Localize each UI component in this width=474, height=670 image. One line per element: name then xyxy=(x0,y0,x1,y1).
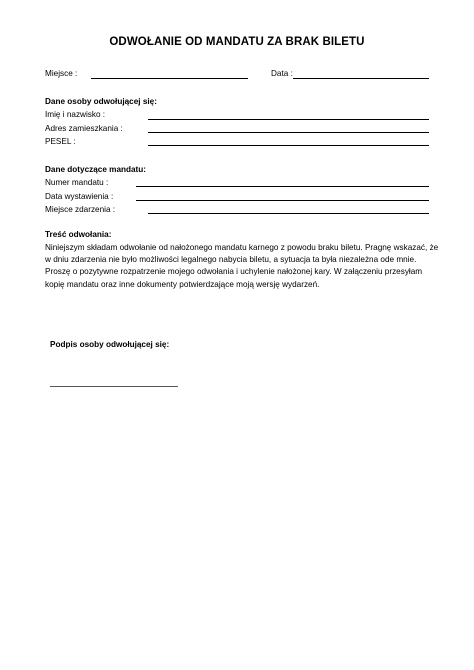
ticket-number-label: Numer mandatu : xyxy=(45,178,109,187)
date-label: Data : xyxy=(271,69,293,78)
name-label: Imię i nazwisko : xyxy=(45,110,106,119)
date-field-line[interactable] xyxy=(293,78,429,79)
incident-place-field-line[interactable] xyxy=(148,213,429,214)
appeal-body-text: Niniejszym składam odwołanie od nałożonego mandatu karnego z powodu braku biletu. Pragnę wskazać, że w dniu zdarzenia nie było możliwości legalnego nabycia biletu, a sytuacja ta była niezależna ode mnie. Proszę o pozytywne rozpatrzenie mojego odwołania i uchylenie nałożonej kary. W załączeniu przesyłam kopię mandatu oraz inne dokumenty potwierdzające moją wersję wydarzeń. xyxy=(45,243,439,289)
document-title: ODWOŁANIE OD MANDATU ZA BRAK BILETU xyxy=(109,36,365,48)
person-section-heading: Dane osoby odwołującej się: xyxy=(45,97,157,106)
issue-date-field-line[interactable] xyxy=(136,200,429,201)
pesel-field-line[interactable] xyxy=(148,145,429,146)
signature-line[interactable] xyxy=(50,386,178,387)
place-field-line[interactable] xyxy=(91,78,248,79)
address-field-line[interactable] xyxy=(148,132,429,133)
name-field-line[interactable] xyxy=(148,119,429,120)
pesel-label: PESEL : xyxy=(45,137,76,146)
incident-place-label: Miejsce zdarzenia : xyxy=(45,205,116,214)
ticket-number-field-line[interactable] xyxy=(136,186,429,187)
place-label: Miejsce : xyxy=(45,69,78,78)
issue-date-label: Data wystawienia : xyxy=(45,192,114,201)
address-label: Adres zamieszkania : xyxy=(45,124,123,133)
ticket-section-heading: Dane dotyczące mandatu: xyxy=(45,165,147,174)
content-section-heading: Treść odwołania: xyxy=(45,230,112,239)
signature-label: Podpis osoby odwołującej się: xyxy=(50,340,170,349)
